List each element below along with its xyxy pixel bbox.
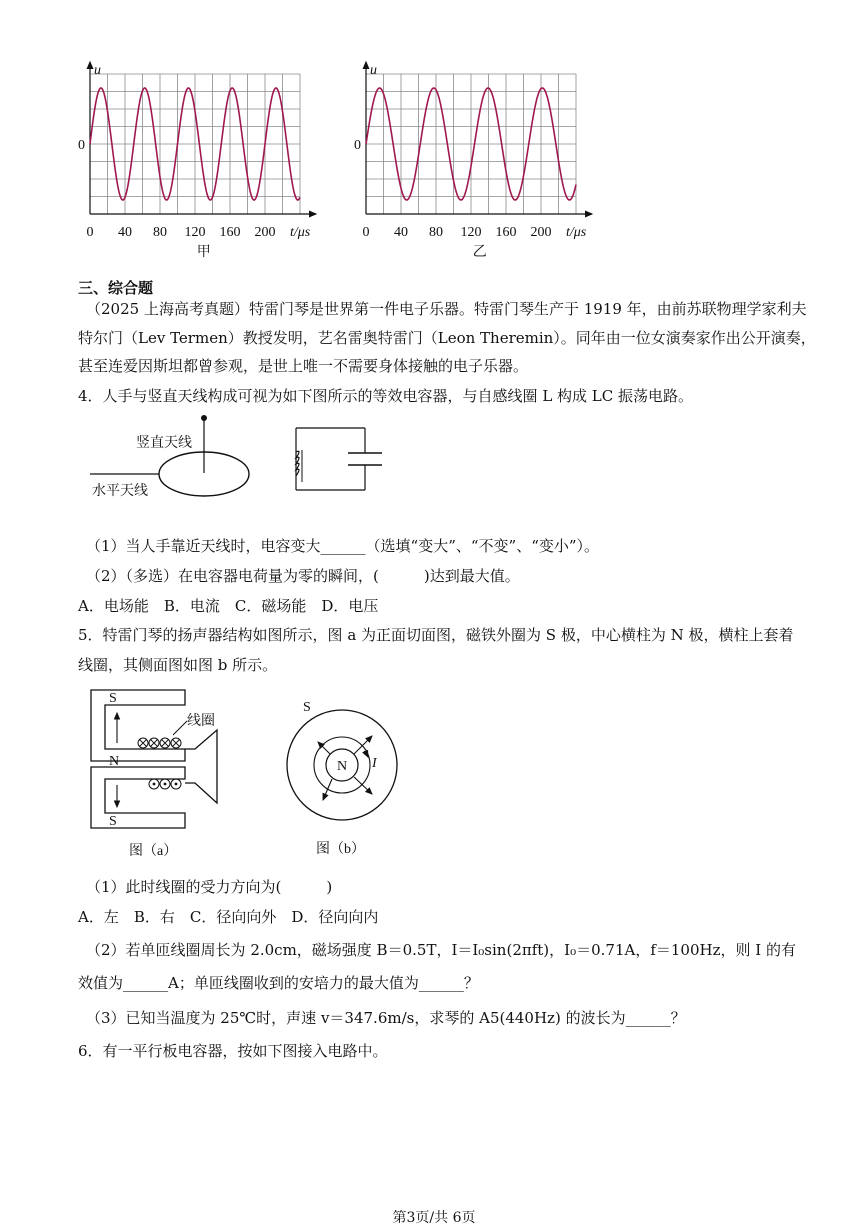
x-tick-label: 40 xyxy=(118,225,132,240)
q6-stem: 6．有一平行板电容器，按如下图接入电路中。 xyxy=(78,1042,388,1060)
lc-circuit xyxy=(296,428,382,490)
page-footer: 第3页/共 6页 xyxy=(392,1210,476,1226)
q5-part2-line-2: 效值为______A；单匝线圈收到的安培力的最大值为______？ xyxy=(78,974,479,992)
fig-a-caption: 图（a） xyxy=(129,844,178,859)
q5-options: A．左 B．右 C．径向向外 D．径向向内 xyxy=(78,908,379,926)
intro-line-1: （2025 上海高考真题）特雷门琴是世界第一件电子乐器。特雷门琴生产于 1919 年，由前苏联物理学家利夫 xyxy=(86,300,807,318)
x-tick-label: 0 xyxy=(86,225,94,240)
fig-a-n: N xyxy=(109,754,120,769)
x-tick-label: 80 xyxy=(429,225,443,240)
x-tick-label: 200 xyxy=(530,225,552,240)
x-tick-label: 120 xyxy=(184,225,206,240)
q5-stem-line-1: 5．特雷门琴的扬声器结构如图所示，图 a 为正面切面图，磁铁外圈为 S 极，中心横柱为 N 极，横柱上套着 xyxy=(78,626,794,644)
x-tick-label: 0 xyxy=(362,225,370,240)
x-tick-label: 160 xyxy=(219,225,241,240)
speaker-cone xyxy=(185,730,217,803)
coil-label: 线圈 xyxy=(187,714,215,729)
x-tick-label: 40 xyxy=(394,225,408,240)
antenna-lc-figure xyxy=(80,410,420,520)
x-tick-label: 120 xyxy=(460,225,482,240)
q5-part1: （1）此时线圈的受力方向为( ) xyxy=(86,878,333,896)
x-axis-label: t/μs xyxy=(290,225,311,240)
x-axis-label: t/μs xyxy=(566,225,587,240)
y-axis-label: u xyxy=(94,63,101,78)
zero-label: 0 xyxy=(354,138,361,153)
waveform-graphs xyxy=(0,0,868,275)
q4-options: A．电场能 B．电流 C．磁场能 D．电压 xyxy=(78,597,379,615)
fig-a-s-bottom: S xyxy=(109,814,117,829)
q5-part2-line-1: （2）若单匝线圈周长为 2.0cm，磁场强度 B＝0.5T，I＝I₀sin(2πft)，I₀＝0.71A，f＝100Hz，则 I 的有 xyxy=(86,941,796,959)
speaker-side-figure xyxy=(280,695,410,865)
fig-b-n: N xyxy=(337,759,348,774)
fig-a-s-top: S xyxy=(109,691,117,706)
fig-b-i: I xyxy=(372,756,377,771)
section-title: 三、综合题 xyxy=(78,279,154,297)
x-tick-label: 200 xyxy=(254,225,276,240)
x-tick-label: 80 xyxy=(153,225,167,240)
vertical-antenna-label: 竖直天线 xyxy=(136,436,192,451)
graph-caption: 乙 xyxy=(472,245,487,260)
q5-part3: （3）已知当温度为 25℃时，声速 v＝347.6m/s，求琴的 A5(440Hz) 的波长为______？ xyxy=(86,1009,686,1027)
speaker-front-figure xyxy=(85,685,245,865)
q4-stem: 4．人手与竖直天线构成可视为如下图所示的等效电容器，与自感线圈 L 构成 LC 振荡电路。 xyxy=(78,387,694,405)
graph-caption: 甲 xyxy=(196,245,211,260)
intro-line-3: 甚至连爱因斯坦都曾参观，是世上唯一不需要身体接触的电子乐器。 xyxy=(78,357,529,375)
graph-left xyxy=(78,62,316,260)
intro-line-2: 特尔门（Lev Termen）教授发明，艺名雷奥特雷门（Leon Theremin）。同年由一位女演奏家作出公开演奏， xyxy=(78,329,816,347)
fig-b-caption: 图（b） xyxy=(316,842,365,857)
fig-b-s: S xyxy=(303,700,311,715)
coil-top-row xyxy=(138,738,181,748)
q5-stem-line-2: 线圈，其侧面图如图 b 所示。 xyxy=(78,656,278,674)
q4-part1: （1）当人手靠近天线时，电容变大______（选填“变大”、“不变”、“变小”）。 xyxy=(86,537,600,555)
zero-label: 0 xyxy=(78,138,85,153)
graph-right xyxy=(354,62,592,260)
y-axis-label: u xyxy=(370,63,377,78)
coil-bottom-row xyxy=(149,779,181,789)
q4-part2: （2）（多选）在电容器电荷量为零的瞬间，( )达到最大值。 xyxy=(86,567,520,585)
horizontal-antenna-label: 水平天线 xyxy=(92,484,148,499)
x-tick-label: 160 xyxy=(495,225,517,240)
